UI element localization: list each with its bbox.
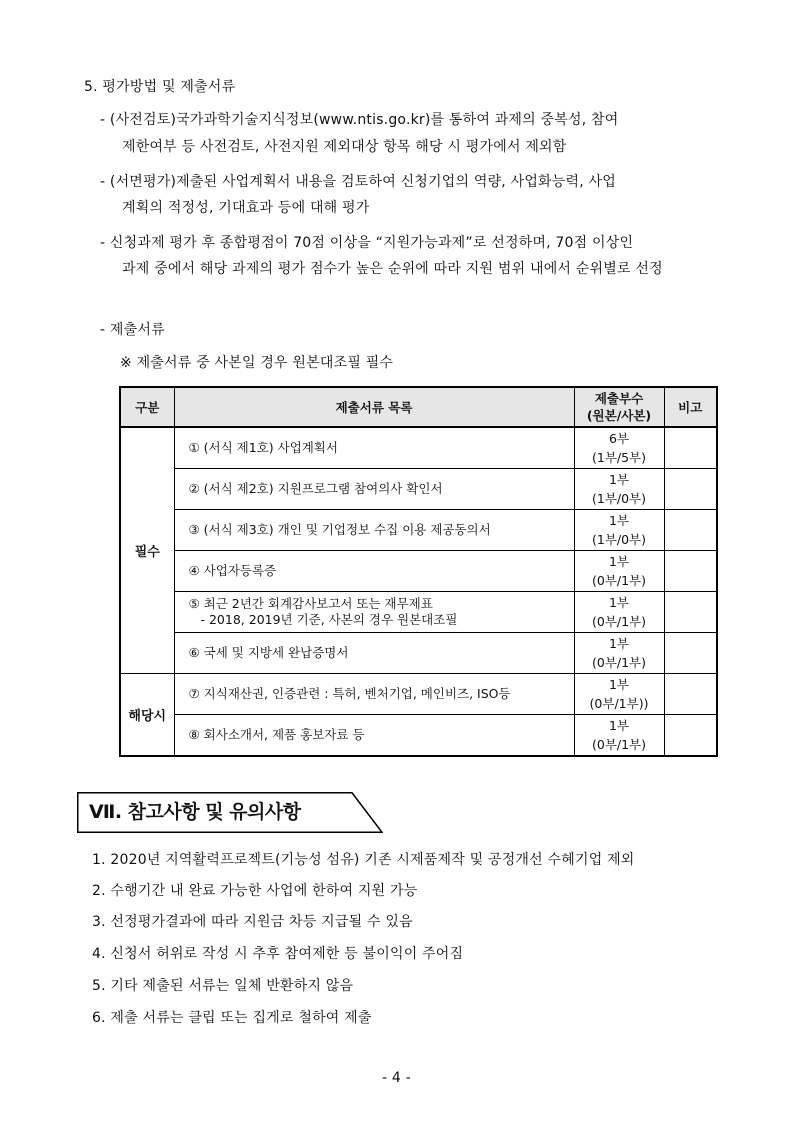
- remark-cell: [664, 592, 717, 633]
- header-copies: 제출부수 (원본/사본): [574, 387, 664, 427]
- bullet-document-review-line2: 계획의 적정성, 기대효과 등에 대해 평가: [122, 200, 370, 216]
- table-row: [120, 715, 717, 757]
- section-5-heading: 5. 평가방법 및 제출서류: [84, 79, 236, 95]
- table-row: [120, 674, 717, 715]
- copies-cell: 1부 (0부/1부): [574, 633, 664, 674]
- document-item: ② (서식 제2호) 지원프로그램 참여의사 확인서: [174, 469, 574, 510]
- header-document-list: 제출서류 목록: [174, 387, 574, 427]
- category-if-applicable: 해당시: [120, 674, 174, 757]
- remark-cell: [664, 427, 717, 469]
- header-category: 구분: [120, 387, 174, 427]
- document-item: ⑤ 최근 2년간 회계감사보고서 또는 재무제표 - 2018, 2019년 기준, 사본의 경우 원본대조필: [174, 592, 574, 633]
- copies-cell: 1부 (0부/1부)): [574, 674, 664, 715]
- notice-item: 1. 2020년 지역활력프로젝트(기능성 섬유) 기존 시제품제작 및 공정개선 수혜기업 제외: [92, 852, 635, 868]
- submission-docs-label: - 제출서류: [100, 322, 165, 338]
- remark-cell: [664, 510, 717, 551]
- document-item: ⑧ 회사소개서, 제품 홍보자료 등: [174, 715, 574, 757]
- document-item: ③ (서식 제3호) 개인 및 기업정보 수집 이용 제공동의서: [174, 510, 574, 551]
- table-row: [120, 510, 717, 551]
- bullet-pre-review-line1: - (사전검토)국가과학기술지식정보(www.ntis.go.kr)를 통하여 과제의 중복성, 참여: [100, 112, 619, 128]
- copy-notice: ※ 제출서류 중 사본일 경우 원본대조필 필수: [120, 355, 394, 371]
- category-required: 필수: [120, 427, 174, 674]
- table-header-row: [120, 387, 717, 427]
- document-item: ⑦ 지식재산권, 인증관련 : 특허, 벤처기업, 메인비즈, ISO등: [174, 674, 574, 715]
- section-7-heading-box: [77, 792, 382, 832]
- document-item: ④ 사업자등록증: [174, 551, 574, 592]
- bullet-selection-line1: - 신청과제 평가 후 종합평점이 70점 이상을 “지원가능과제”로 선정하며, 70점 이상인: [100, 235, 634, 251]
- notice-item: 4. 신청서 허위로 작성 시 추후 참여제한 등 불이익이 주어짐: [92, 946, 464, 962]
- table-row: [120, 592, 717, 633]
- table-row: [120, 633, 717, 674]
- remark-cell: [664, 551, 717, 592]
- notice-item: 5. 기타 제출된 서류는 일체 반환하지 않음: [92, 978, 354, 994]
- copies-cell: 1부 (0부/1부): [574, 715, 664, 757]
- copies-cell: 1부 (0부/1부): [574, 592, 664, 633]
- submission-documents-table: [119, 386, 718, 757]
- document-item: ⑥ 국세 및 지방세 완납증명서: [174, 633, 574, 674]
- remark-cell: [664, 469, 717, 510]
- copies-cell: 1부 (1부/0부): [574, 510, 664, 551]
- section-7-heading: Ⅶ. 참고사항 및 유의사항: [89, 801, 301, 823]
- document-item: ① (서식 제1호) 사업계획서: [174, 427, 574, 469]
- notice-item: 6. 제출 서류는 클립 또는 집게로 철하여 제출: [92, 1010, 372, 1026]
- bullet-document-review-line1: - (서면평가)제출된 사업계획서 내용을 검토하여 신청기업의 역량, 사업화능력, 사업: [100, 174, 616, 190]
- table-row: [120, 469, 717, 510]
- notice-item: 3. 선정평가결과에 따라 지원금 차등 지급될 수 있음: [92, 914, 413, 930]
- document-item-subnote: - 2018, 2019년 기준, 사본의 경우 원본대조필: [200, 612, 458, 627]
- bullet-pre-review-line2: 제한여부 등 사전검토, 사전지원 제외대상 항목 해당 시 평가에서 제외함: [122, 139, 567, 155]
- header-remark: 비고: [664, 387, 717, 427]
- copies-cell: 1부 (1부/0부): [574, 469, 664, 510]
- copies-cell: 1부 (0부/1부): [574, 551, 664, 592]
- bullet-selection-line2: 과제 중에서 해당 과제의 평가 점수가 높은 순위에 따라 지원 범위 내에서 순위별로 선정: [122, 261, 663, 277]
- page-number: - 4 -: [382, 1070, 411, 1086]
- notice-item: 2. 수행기간 내 완료 가능한 사업에 한하여 지원 가능: [92, 883, 418, 899]
- remark-cell: [664, 633, 717, 674]
- remark-cell: [664, 674, 717, 715]
- table-row: [120, 551, 717, 592]
- copies-cell: 6부 (1부/5부): [574, 427, 664, 469]
- remark-cell: [664, 715, 717, 757]
- table-row: [120, 427, 717, 469]
